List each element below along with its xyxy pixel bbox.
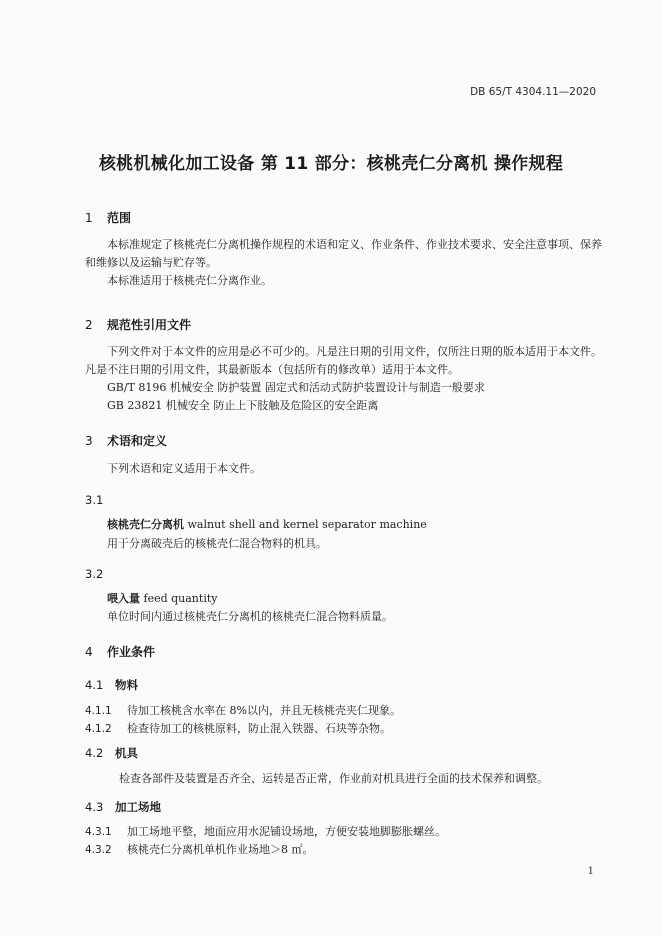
section-3-heading <box>85 432 167 449</box>
section-number: 2 <box>85 318 93 332</box>
term-english: walnut shell and kernel separator machine <box>184 518 427 531</box>
section-title: 规范性引用文件 <box>107 318 192 332</box>
term-3-2-definition: 单位时间内通过核桃壳仁分离机的核桃壳仁混合物料质量。 <box>107 610 393 623</box>
term-3-2-number: 3.2 <box>85 567 104 581</box>
subsection-4-3-heading <box>85 799 161 815</box>
page-title: 核桃机械化加工设备 第 11 部分：核桃壳仁分离机 操作规程 <box>98 154 564 174</box>
section-1-heading <box>85 209 131 226</box>
item-number: 4.1.1 <box>85 705 112 717</box>
item-text: 检查待加工的核桃原料，防止混入铁器、石块等杂物。 <box>127 722 391 735</box>
term-3-1-number: 3.1 <box>85 493 104 507</box>
item-4-1-2 <box>85 720 391 738</box>
term-chinese: 喂入量 <box>107 592 140 605</box>
subsection-number: 4.2 <box>85 746 104 760</box>
item-text: 核桃壳仁分离机单机作业场地＞8 ㎡。 <box>127 843 314 856</box>
item-number: 4.3.1 <box>85 826 112 838</box>
term-chinese: 核桃壳仁分离机 <box>107 518 184 531</box>
section-title: 范围 <box>107 211 132 225</box>
term-3-1-definition: 用于分离破壳后的核桃壳仁混合物料的机具。 <box>107 537 327 550</box>
paragraph: 下列文件对于本文件的应用是必不可少的。凡是注日期的引用文件，仅所注日期的版本适用于本文件。凡是不注日期的引用文件，其最新版本（包括所有的修改单）适用于本文件。 <box>85 345 602 376</box>
section-number: 4 <box>85 645 93 659</box>
section-number: 3 <box>85 434 93 448</box>
paragraph: 本标准适用于核桃壳仁分离作业。 <box>107 274 272 287</box>
subsection-number: 4.3 <box>85 800 104 814</box>
page-number: 1 <box>587 866 594 877</box>
subsection-4-2-body <box>107 770 548 788</box>
subsection-4-2-heading <box>85 745 138 761</box>
section-2-body <box>85 343 605 415</box>
item-4-3-1 <box>85 823 446 841</box>
item-number: 4.3.2 <box>85 844 112 856</box>
normative-reference: GB/T 8196 机械安全 防护装置 固定式和活动式防护装置设计与制造一般要求 <box>107 381 485 394</box>
item-text: 待加工核桃含水率在 8%以内，并且无核桃壳夹仁现象。 <box>127 704 401 717</box>
section-4-heading <box>85 643 155 660</box>
subsection-4-1-heading <box>85 677 138 693</box>
section-number: 1 <box>85 211 93 225</box>
term-3-1 <box>107 516 427 534</box>
subsection-title: 机具 <box>115 746 138 760</box>
normative-reference: GB 23821 机械安全 防止上下肢触及危险区的安全距离 <box>107 399 379 412</box>
subsection-title: 物料 <box>115 678 138 692</box>
subsection-title: 加工场地 <box>115 800 161 814</box>
section-title: 术语和定义 <box>107 434 168 448</box>
term-english: feed quantity <box>140 592 218 605</box>
item-text: 加工场地平整，地面应用水泥铺设场地，方便安装地脚膨胀螺丝。 <box>127 825 446 838</box>
section-1-body <box>85 236 605 290</box>
document-code: DB 65/T 4304.11—2020 <box>470 86 596 98</box>
term-3-2 <box>107 590 217 608</box>
section-3-intro <box>85 460 605 478</box>
item-number: 4.1.2 <box>85 723 112 735</box>
paragraph: 下列术语和定义适用于本文件。 <box>107 462 261 475</box>
section-2-heading <box>85 316 191 333</box>
item-4-3-2 <box>85 841 314 859</box>
item-4-1-1 <box>85 702 401 720</box>
paragraph: 检查各部件及装置是否齐全、运转是否正常，作业前对机具进行全面的技术保养和调整。 <box>119 772 548 785</box>
section-title: 作业条件 <box>107 645 156 659</box>
paragraph: 本标准规定了核桃壳仁分离机操作规程的术语和定义、作业条件、作业技术要求、安全注意事项、保养和维修以及运输与贮存等。 <box>85 238 602 269</box>
subsection-number: 4.1 <box>85 678 104 692</box>
